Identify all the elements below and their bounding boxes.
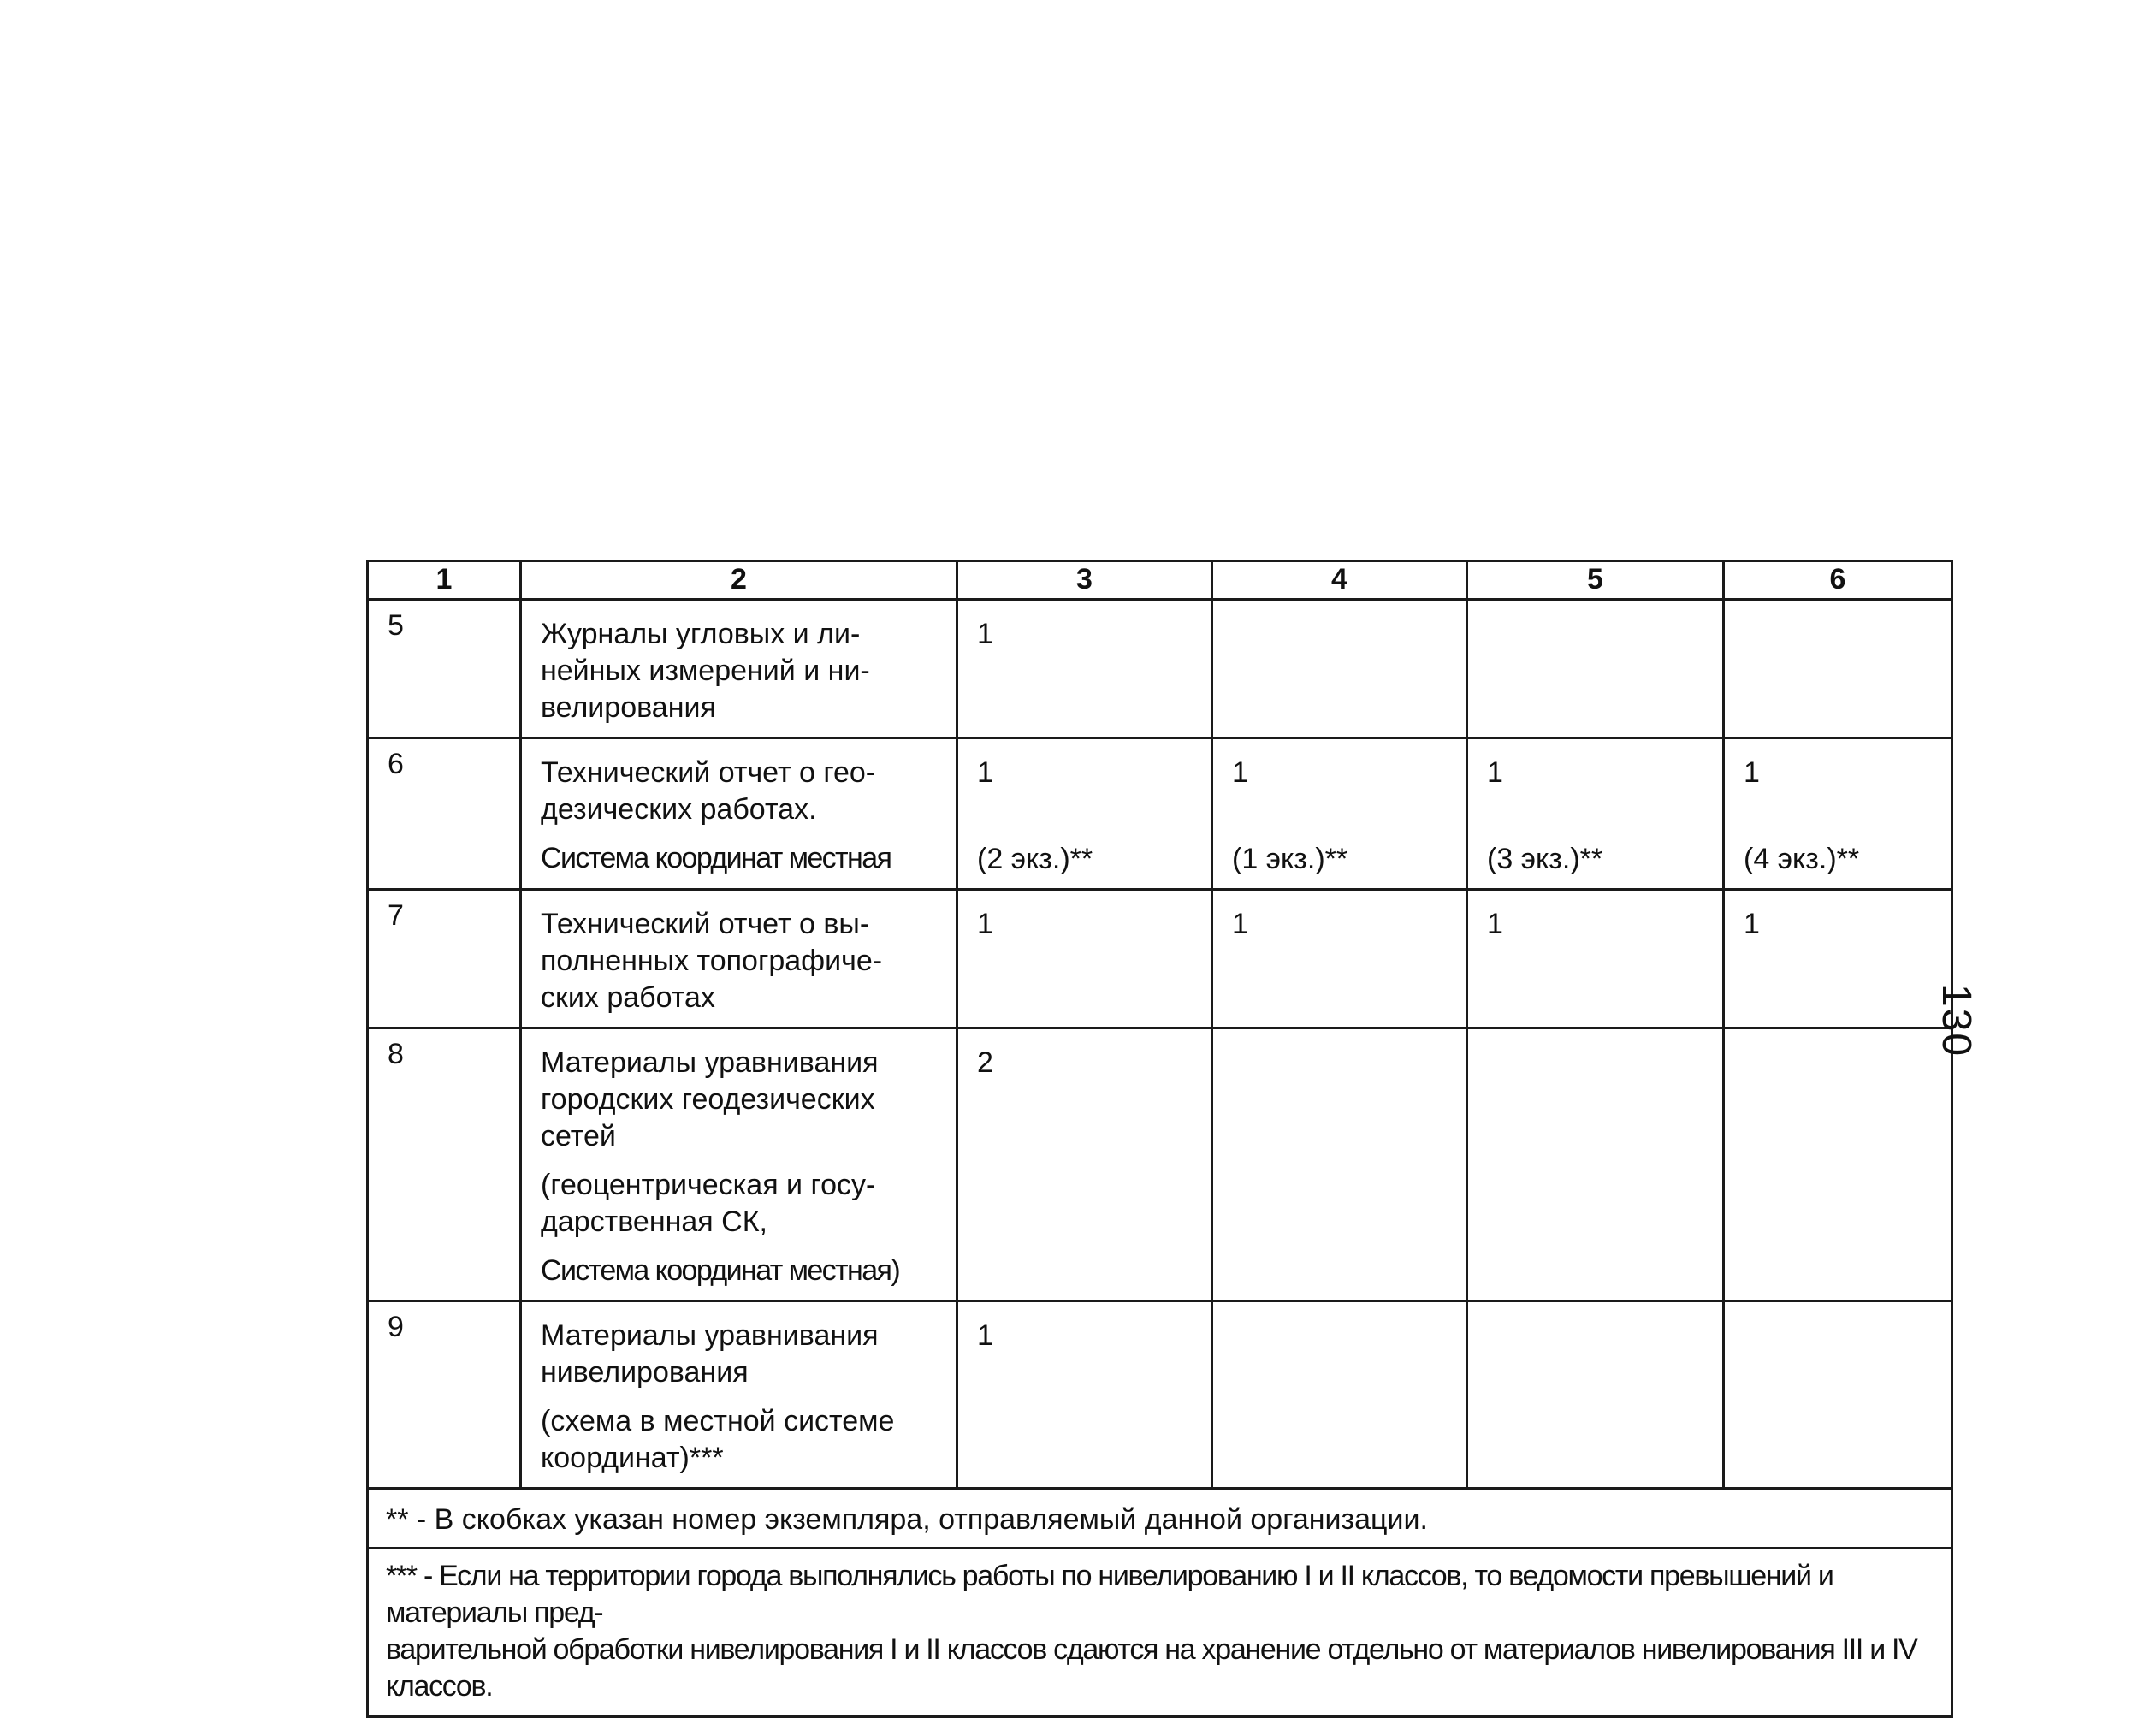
row-number: 5: [368, 600, 521, 738]
cell-value: 1: [1744, 756, 1760, 789]
header-col-3: 3: [957, 561, 1212, 600]
cell-copy-number: (3 экз.)**: [1487, 843, 1603, 875]
table-row: [368, 890, 1952, 1028]
cell-col-3: [957, 1301, 1212, 1489]
table-row: [368, 738, 1952, 890]
cell-col-6: [1724, 1028, 1952, 1301]
cell-col-5: [1467, 1028, 1724, 1301]
table-row: [368, 1028, 1952, 1301]
row-name-line: нейных измерений и ни-: [541, 655, 870, 687]
table-row: [368, 1301, 1952, 1489]
row-name-line: сетей: [541, 1120, 616, 1152]
cell-col-4: [1212, 890, 1467, 1028]
table-row: [368, 600, 1952, 738]
cell-copy-number: (1 экз.)**: [1232, 843, 1348, 875]
row-name: [521, 738, 957, 890]
cell-col-3: [957, 1028, 1212, 1301]
cell-col-6: [1724, 1301, 1952, 1489]
cell-value: 1: [977, 756, 993, 789]
row-name-line: Технический отчет о вы-: [541, 908, 870, 940]
cell-value: 1: [1232, 908, 1248, 940]
cell-value: 1: [1232, 756, 1248, 789]
row-name-line: полненных топографиче-: [541, 945, 883, 977]
cell-value: 1: [977, 1319, 993, 1352]
cell-value: 1: [1487, 908, 1503, 940]
cell-value: 1: [1487, 756, 1503, 789]
cell-value: 1: [977, 618, 993, 650]
row-name-line: (схема в местной системе: [541, 1405, 895, 1437]
cell-col-5: [1467, 600, 1724, 738]
row-name-line: дарственная СК,: [541, 1206, 767, 1238]
cell-col-3: [957, 738, 1212, 890]
row-name-line: велирования: [541, 691, 716, 724]
cell-col-5: [1467, 890, 1724, 1028]
footnote-leveling: [368, 1549, 1952, 1717]
row-number: 8: [368, 1028, 521, 1301]
cell-value: 1: [977, 908, 993, 940]
row-name: [521, 1301, 957, 1489]
footnote-row: [368, 1489, 1952, 1549]
cell-col-5: [1467, 738, 1724, 890]
cell-col-6: [1724, 890, 1952, 1028]
footnote-copies: ** - В скобках указан номер экземпляра, отправляемый данной организации.: [368, 1489, 1952, 1549]
row-name-subline: Система координат местная: [541, 842, 891, 874]
header-col-2: 2: [521, 561, 957, 600]
cell-col-6: [1724, 738, 1952, 890]
cell-copy-number: (4 экз.)**: [1744, 843, 1860, 875]
page-number: 130: [1934, 984, 1979, 1058]
row-name-line: нивелирования: [541, 1356, 749, 1389]
row-number: 9: [368, 1301, 521, 1489]
footnote-line: *** - Если на территории города выполнялись работы по нивелированию I и II классов, то ведомости превышений и материалы пред-: [386, 1560, 1833, 1629]
cell-col-5: [1467, 1301, 1724, 1489]
header-col-1: 1: [368, 561, 521, 600]
row-name-line: дезических работах.: [541, 793, 817, 826]
row-name-line: Технический отчет о гео-: [541, 756, 876, 789]
row-name-subline: Система координат местная): [541, 1254, 900, 1287]
cell-copy-number: (2 экз.)**: [977, 843, 1093, 875]
header-col-6: 6: [1724, 561, 1952, 600]
header-col-5: 5: [1467, 561, 1724, 600]
cell-col-4: [1212, 600, 1467, 738]
header-col-4: 4: [1212, 561, 1467, 600]
document-table: [366, 560, 1953, 1718]
cell-col-4: [1212, 1028, 1467, 1301]
row-number: 6: [368, 738, 521, 890]
row-name-line: ских работах: [541, 981, 715, 1014]
row-name: [521, 600, 957, 738]
row-name-line: городских геодезических: [541, 1083, 875, 1116]
cell-col-6: [1724, 600, 1952, 738]
cell-col-4: [1212, 738, 1467, 890]
cell-value: 1: [1744, 908, 1760, 940]
row-name-line: Материалы уравнивания: [541, 1046, 879, 1079]
row-name: [521, 1028, 957, 1301]
row-name: [521, 890, 957, 1028]
footnote-line: варительной обработки нивелирования I и II классов сдаются на хранение отдельно от материалов нивелирования III и IV классов.: [386, 1633, 1917, 1703]
cell-col-4: [1212, 1301, 1467, 1489]
cell-value: 2: [977, 1046, 993, 1079]
cell-col-3: [957, 890, 1212, 1028]
footnote-row: [368, 1549, 1952, 1717]
row-name-line: (геоцентрическая и госу-: [541, 1169, 876, 1201]
header-row: [368, 561, 1952, 600]
row-name-line: координат)***: [541, 1442, 724, 1474]
row-name-line: Журналы угловых и ли-: [541, 618, 861, 650]
row-name-line: Материалы уравнивания: [541, 1319, 879, 1352]
row-number: 7: [368, 890, 521, 1028]
cell-col-3: [957, 600, 1212, 738]
